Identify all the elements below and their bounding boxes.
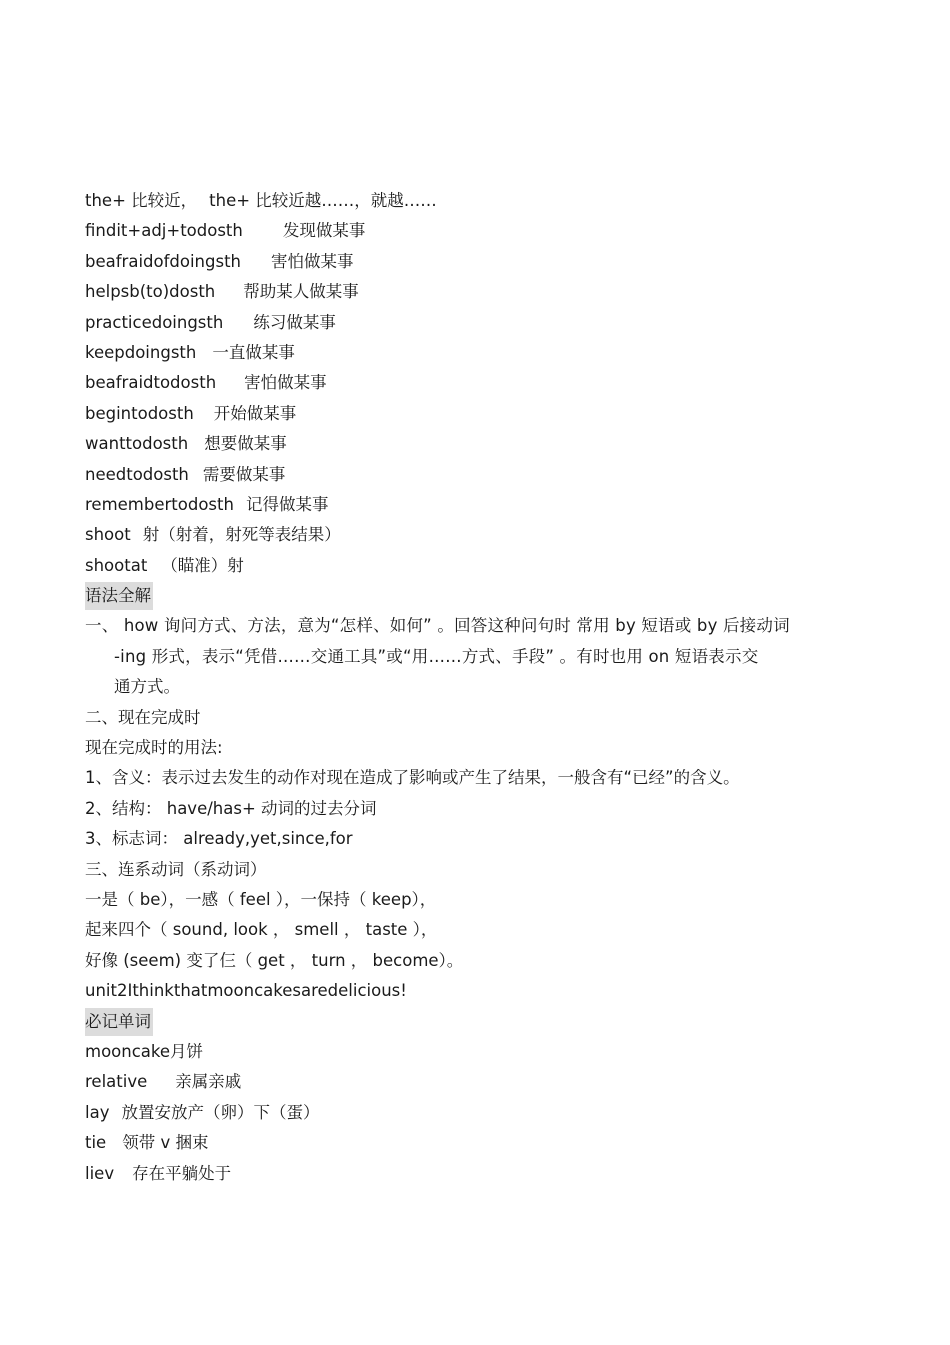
grammar-line: 起来四个（ sound, look ， smell ， taste ）， [85,920,438,940]
grammar-point-1-line-2: -ing 形式，表示“凭借……交通工具”或“用……方式、手段” 。有时也用 on 短语表示交 [114,646,759,666]
phrase-item [85,551,865,581]
vocab-item-meaning: 放置安放产（卵）下（蛋） [121,1102,320,1122]
phrase-item-term: practicedoingsth [85,312,224,332]
vocab-item-term: tie [85,1133,107,1153]
phrase-item [85,277,865,307]
vocab-item-term: mooncake [85,1041,171,1061]
grammar-line: 一是（ be），一感（ feel ），一保持（ keep）， [85,889,437,909]
phrase-item-term: shootat [85,555,148,575]
grammar-line: 1、含义：表示过去发生的动作对现在造成了影响或产生了结果，一般含有“已经”的含义。 [85,768,740,788]
phrase-item-meaning: 开始做某事 [213,403,297,423]
phrase-item-term: shoot [85,525,131,545]
phrase-item-meaning: the+ 比较近越……，就越…… [209,191,437,210]
phrase-item-term: beafraidtodosth [85,373,217,393]
grammar-heading: 语法全解 [85,582,153,610]
phrase-list [85,186,865,581]
phrase-item-meaning: 一直做某事 [212,342,295,362]
vocab-list [85,1037,865,1189]
vocab-item [85,1128,865,1158]
phrase-item-meaning: （瞄准）射 [161,555,244,575]
vocab-heading-row [85,1007,865,1037]
phrase-item-meaning: 射（射着，射死等表结果） [142,525,341,545]
vocab-item-meaning: 月饼 [170,1041,204,1061]
vocab-heading: 必记单词 [85,1008,153,1036]
grammar-line: 现在完成时的用法: [85,738,223,758]
document-content [85,186,865,1189]
phrase-item-term: begintodosth [85,403,194,423]
grammar-point-1-line-1: 一、 how 询问方式、方法，意为“怎样、如何” 。回答这种问句时 常用 by 短语或 by 后接动词 [85,616,790,636]
grammar-point-1 [85,611,865,702]
phrase-item [85,308,865,338]
phrase-item-meaning: 帮助某人做某事 [243,282,359,302]
vocab-item [85,1067,865,1097]
vocab-item [85,1098,865,1128]
phrase-item [85,520,865,550]
phrase-item [85,368,865,398]
phrase-item-term: beafraidofdoingsth [85,251,242,271]
grammar-line: 2、结构： have/has+ 动词的过去分词 [85,798,377,818]
phrase-item-term: the+ 比较近， [85,191,198,210]
phrase-item-meaning: 需要做某事 [202,464,286,484]
grammar-line: 二、现在完成时 [85,707,201,727]
phrase-item-term: findit+adj+todosth [85,221,243,241]
phrase-item-term: needtodosth [85,464,189,484]
grammar-line: 三、连系动词（系动词） [85,859,267,879]
phrase-item [85,429,865,459]
phrase-item-meaning: 想要做某事 [204,434,287,454]
vocab-item-meaning: 存在平躺处于 [132,1163,232,1183]
phrase-item-meaning: 害怕做某事 [271,251,354,271]
phrase-item-term: helpsb(to)dosth [85,282,216,302]
phrase-item-term: remembertodosth [85,494,234,514]
phrase-item [85,460,865,490]
phrase-item-term: wanttodosth [85,434,189,454]
grammar-point-1-line-3: 通方式。 [114,677,180,697]
grammar-line: 好像 (seem) 变了仨（ get ， turn ， become）。 [85,950,464,970]
vocab-item-meaning: 亲属亲戚 [175,1072,242,1092]
phrase-item [85,216,865,246]
phrase-item [85,186,865,216]
vocab-item [85,1159,865,1189]
vocab-item-term: liev [85,1163,115,1183]
vocab-item [85,1037,865,1067]
vocab-item-term: relative [85,1072,148,1092]
vocab-item-meaning: 领带 v 捆束 [122,1133,209,1153]
phrase-item-meaning: 练习做某事 [253,312,336,332]
vocab-item-term: lay [85,1102,110,1122]
grammar-heading-row [85,581,865,611]
grammar-line: 3、标志词： already,yet,since,for [85,829,353,849]
phrase-item-meaning: 发现做某事 [282,221,366,241]
phrase-item [85,247,865,277]
grammar-line: unit2Ithinkthatmooncakesaredelicious! [85,981,407,1001]
phrase-item-meaning: 记得做某事 [245,494,329,514]
phrase-item [85,399,865,429]
grammar-lines [85,703,865,1007]
phrase-item [85,490,865,520]
phrase-item-term: keepdoingsth [85,342,197,362]
phrase-item-meaning: 害怕做某事 [244,373,327,393]
phrase-item [85,338,865,368]
